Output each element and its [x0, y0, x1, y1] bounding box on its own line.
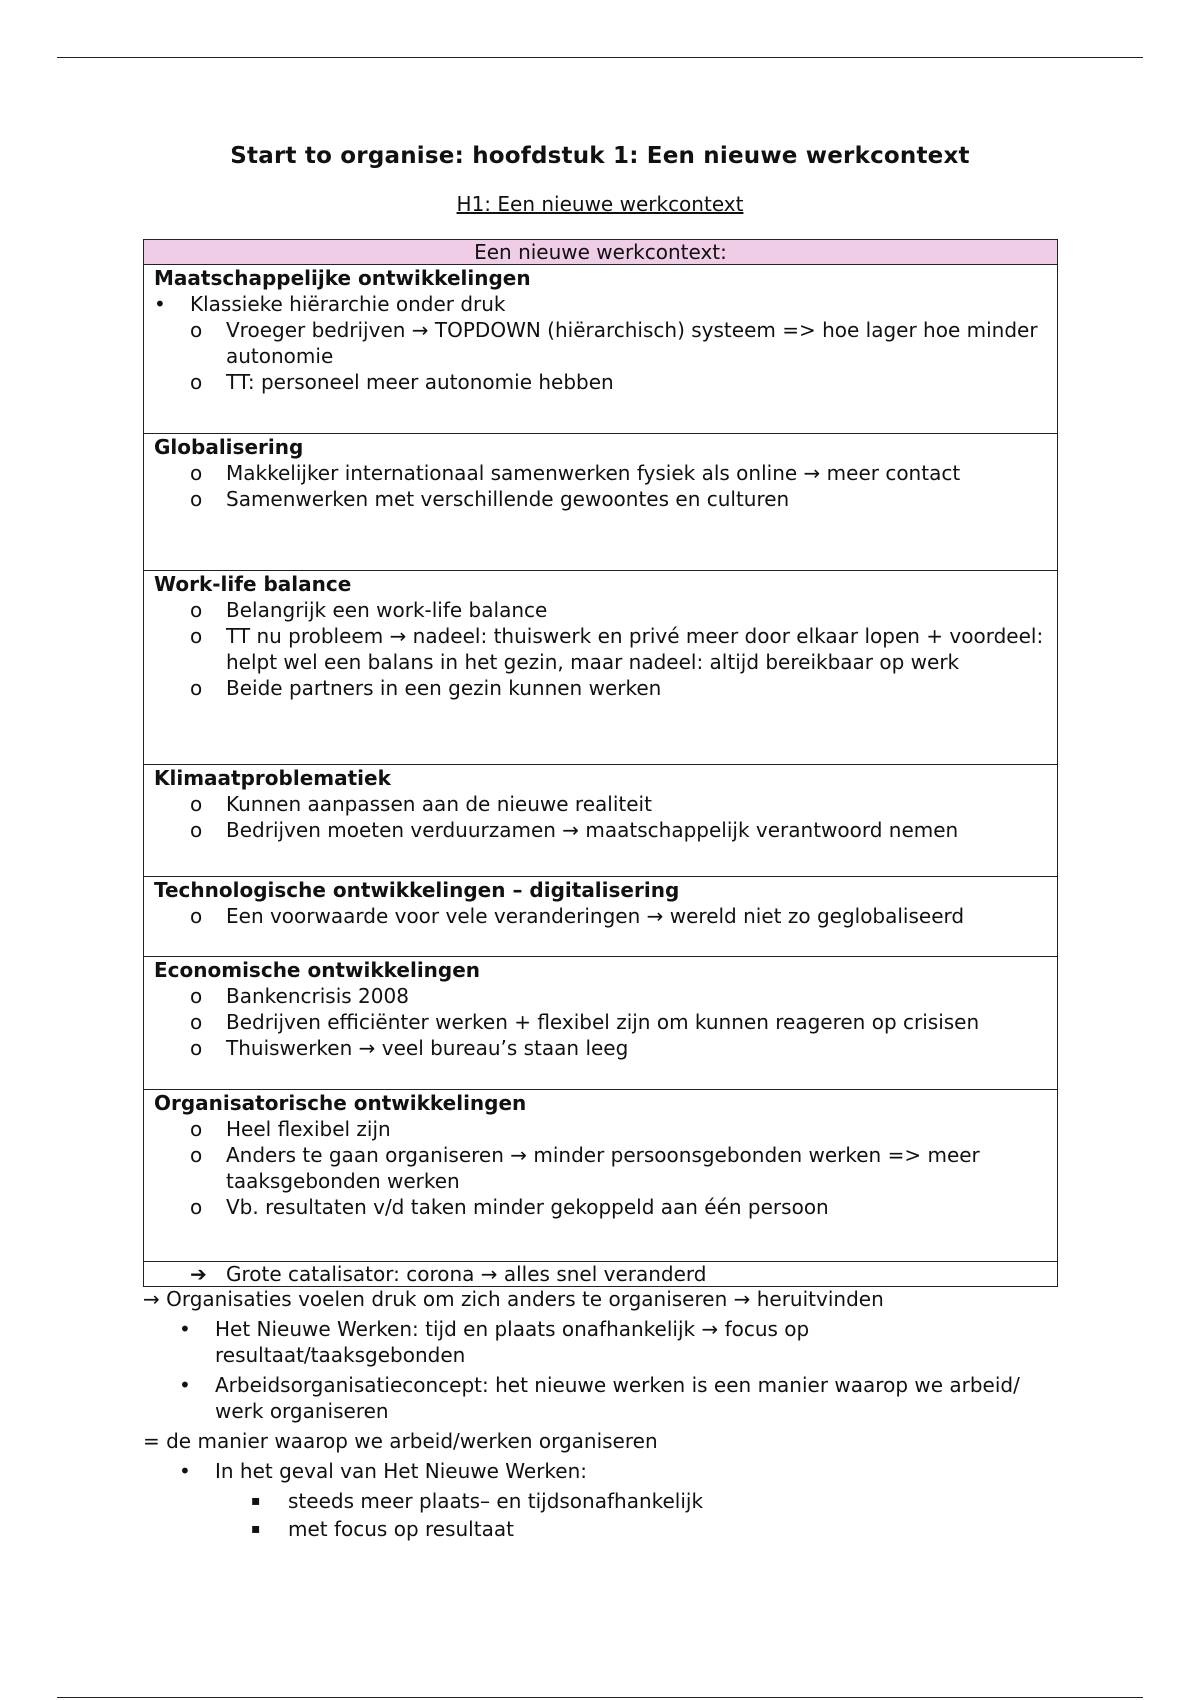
list-item-text: Een voorwaarde voor vele veranderingen → wereld niet zo geglobaliseerd [226, 904, 965, 928]
table-footer-row [144, 1262, 1057, 1286]
bullet-marker: • [179, 1459, 191, 1483]
list-item [154, 597, 1057, 623]
section-title: Klimaatproblematiek [154, 766, 391, 790]
list-item [143, 1372, 1063, 1424]
square-bullet-icon: ▪ [251, 1493, 261, 1509]
section-title: Maatschappelijke ontwikkelingen [154, 266, 531, 290]
list-item-text: met focus op resultaat [288, 1517, 514, 1541]
list-item [154, 817, 1057, 843]
sub-marker: o [190, 1143, 203, 1167]
section-globalisering [144, 434, 1057, 571]
list-item-text: Kunnen aanpassen aan de nieuwe realiteit [226, 792, 652, 816]
sub-marker: o [190, 1036, 203, 1060]
sub-marker: o [190, 598, 203, 622]
list-item [154, 675, 1057, 701]
list-item [154, 1262, 1057, 1286]
list-item [154, 791, 1057, 817]
section-work-life-balance [144, 571, 1057, 765]
werkcontext-table [143, 239, 1058, 1287]
list-item [154, 291, 1057, 317]
section-title: Organisatorische ontwikkelingen [154, 1091, 527, 1115]
list-item [143, 1316, 1063, 1368]
list-item-text: Grote catalisator: corona → alles snel veranderd [226, 1262, 707, 1286]
list-item [143, 1488, 1063, 1514]
sub-marker: o [190, 318, 203, 342]
footer-rule [57, 1697, 1143, 1698]
list-item-text: Vb. resultaten v/d taken minder gekoppeld aan één persoon [226, 1195, 829, 1219]
sub-marker: o [190, 1010, 203, 1034]
list-item-text: Belangrijk een work-life balance [226, 598, 548, 622]
list-item [154, 1142, 1057, 1194]
list-item [154, 460, 1057, 486]
list-item-text: Arbeidsorganisatieconcept: het nieuwe werken is een manier waarop we arbeid/ werk organiseren [215, 1373, 1020, 1423]
document-subtitle: H1: Een nieuwe werkcontext [456, 192, 744, 216]
sub-marker: o [190, 370, 203, 394]
section-title: Economische ontwikkelingen [154, 958, 481, 982]
list-item [154, 1009, 1057, 1035]
list-item [154, 1116, 1057, 1142]
list-item [143, 1516, 1063, 1542]
sub-marker: o [190, 792, 203, 816]
list-item [154, 983, 1057, 1009]
header-rule [57, 57, 1143, 58]
list-item-text: steeds meer plaats– en tijdsonafhankelijk [288, 1489, 704, 1513]
list-item-text: Anders te gaan organiseren → minder persoonsgebonden werken => meer taaksgebonden werken [226, 1143, 980, 1193]
list-item-text: Vroeger bedrijven → TOPDOWN (hiërarchisch) systeem => hoe lager hoe minder autonomie [226, 318, 1038, 368]
sub-marker: o [190, 461, 203, 485]
sub-marker: o [190, 904, 203, 928]
note-line: = de manier waarop we arbeid/werken organiseren [143, 1429, 658, 1453]
list-item [154, 1194, 1057, 1220]
section-title: Globalisering [154, 435, 304, 459]
list-item [154, 317, 1057, 369]
after-table-notes [143, 1286, 1063, 1542]
document-title: Start to organise: hoofdstuk 1: Een nieuwe werkcontext [230, 143, 970, 169]
list-item-text: Bedrijven efficiënter werken + flexibel zijn om kunnen reageren op crisisen [226, 1010, 980, 1034]
sub-marker: o [190, 487, 203, 511]
list-item-text: TT nu probleem → nadeel: thuiswerk en privé meer door elkaar lopen + voordeel: helpt wel een balans in het gezin, maar nadeel: altijd bereikbaar op werk [226, 624, 1044, 674]
list-item [154, 486, 1057, 512]
bullet-marker: • [179, 1373, 191, 1397]
square-bullet-icon: ▪ [251, 1521, 261, 1537]
list-item [154, 1035, 1057, 1061]
section-klimaatproblematiek [144, 765, 1057, 877]
list-item-text: Heel flexibel zijn [226, 1117, 391, 1141]
table-header: Een nieuwe werkcontext: [144, 240, 1057, 265]
sub-marker: o [190, 1195, 203, 1219]
bullet-marker: • [179, 1317, 191, 1341]
list-item [154, 623, 1057, 675]
list-item-text: TT: personeel meer autonomie hebben [226, 370, 614, 394]
list-item-text: In het geval van Het Nieuwe Werken: [215, 1459, 588, 1483]
sub-marker: o [190, 676, 203, 700]
section-economische-ontwikkelingen [144, 957, 1057, 1090]
section-technologische-ontwikkelingen [144, 877, 1057, 957]
note-line: → Organisaties voelen druk om zich anders te organiseren → heruitvinden [143, 1287, 884, 1311]
list-item-text: Bedrijven moeten verduurzamen → maatschappelijk verantwoord nemen [226, 818, 959, 842]
sub-marker: o [190, 1117, 203, 1141]
section-title: Technologische ontwikkelingen – digitalisering [154, 878, 680, 902]
sub-marker: o [190, 984, 203, 1008]
section-maatschappelijke-ontwikkelingen [144, 265, 1057, 434]
list-item-text: Thuiswerken → veel bureau’s staan leeg [226, 1036, 629, 1060]
list-item-text: Het Nieuwe Werken: tijd en plaats onafhankelijk → focus op resultaat/taaksgebonden [215, 1317, 810, 1367]
list-item-text: Beide partners in een gezin kunnen werken [226, 676, 662, 700]
list-item [143, 1458, 1063, 1484]
sub-marker: o [190, 818, 203, 842]
section-title: Work-life balance [154, 572, 352, 596]
list-item-text: Samenwerken met verschillende gewoontes en culturen [226, 487, 790, 511]
list-item [154, 903, 1057, 929]
list-item-text: Bankencrisis 2008 [226, 984, 409, 1008]
list-item [154, 369, 1057, 395]
arrow-icon: ➔ [190, 1262, 207, 1286]
section-organisatorische-ontwikkelingen [144, 1090, 1057, 1262]
list-item-text: Makkelijker internationaal samenwerken fysiek als online → meer contact [226, 461, 961, 485]
bullet-marker: • [154, 292, 166, 316]
sub-marker: o [190, 624, 203, 648]
list-item-text: Klassieke hiërarchie onder druk [190, 292, 506, 316]
